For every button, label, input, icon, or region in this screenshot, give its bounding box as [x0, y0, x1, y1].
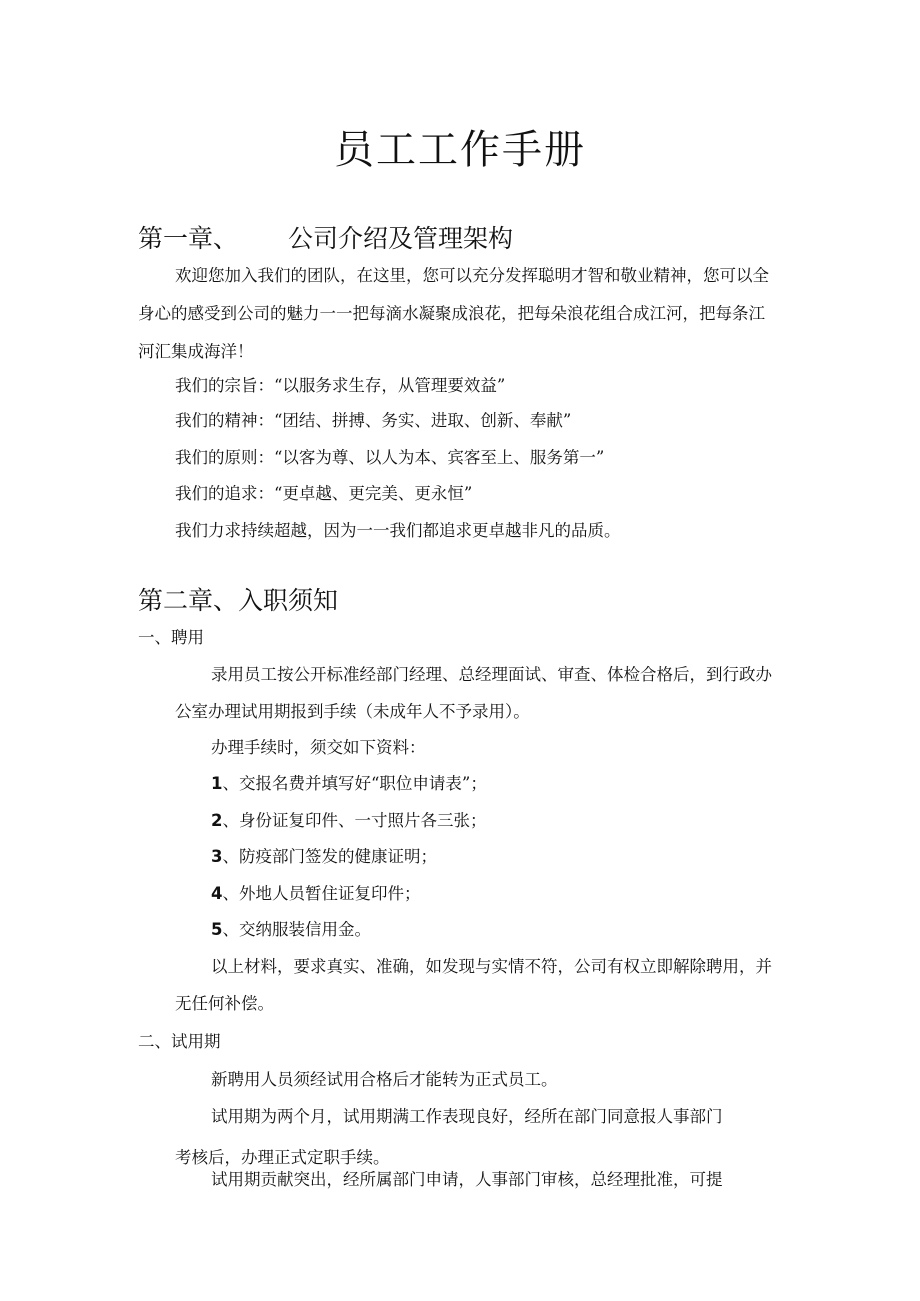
list-item	[211, 813, 486, 830]
intro-line-3: 河汇集成海洋！	[138, 342, 254, 361]
list-item-text: 、防疫部门签发的健康证明；	[222, 847, 437, 866]
list-item-number: 3	[211, 847, 223, 866]
chapter-1-heading	[138, 226, 513, 251]
chapter-1-number: 第一章、	[138, 224, 239, 253]
probation-para-3: 试用期贡献突出，经所属部门申请，人事部门审核，总经理批准，可提	[211, 1170, 723, 1189]
probation-para-2-line-1: 试用期为两个月，试用期满工作表现良好，经所在部门同意报人事部门	[211, 1107, 723, 1126]
list-item	[211, 776, 487, 793]
intro-line-1: 欢迎您加入我们的团队，在这里，您可以充分发挥聪明才智和敬业精神，您可以全	[175, 266, 769, 285]
company-pursuit: 我们的追求：“更卓越、更完美、更永恒”	[175, 484, 473, 503]
hiring-para-line-2: 公室办理试用期报到手续（未成年人不予录用）。	[175, 702, 530, 721]
chapter-1-title: 公司介绍及管理架构	[288, 224, 514, 253]
docs-intro: 办理手续时，须交如下资料：	[211, 738, 426, 757]
chapter-2-heading: 第二章、入职须知	[138, 586, 339, 615]
probation-para-2-line-2: 考核后，办理正式定职手续。	[175, 1148, 390, 1167]
list-item-number: 1	[211, 774, 223, 793]
list-item	[211, 849, 437, 866]
list-item-text: 、身份证复印件、一寸照片各三张；	[222, 811, 487, 830]
list-item-text: 、交纳服装信用金。	[222, 920, 371, 939]
note-line-1: 以上材料，要求真实、准确，如发现与实情不符，公司有权立即解除聘用，并	[211, 957, 772, 976]
list-item-number: 5	[211, 920, 223, 939]
list-item	[211, 886, 420, 903]
section-probation-heading: 二、试用期	[138, 1032, 221, 1051]
document-title: 员工工作手册	[334, 127, 586, 173]
section-hiring-heading: 一、聘用	[138, 628, 204, 647]
list-item-number: 4	[211, 884, 223, 903]
note-line-2: 无任何补偿。	[175, 994, 274, 1013]
intro-line-2: 身心的感受到公司的魅力一一把每滴水凝聚成浪花，把每朵浪花组合成江河，把每条江	[138, 304, 765, 323]
list-item-text: 、交报名费并填写好“职位申请表”；	[222, 774, 487, 793]
company-spirit: 我们的精神：“团结、拼搏、务实、进取、创新、奉献”	[175, 411, 572, 430]
company-principle: 我们的原则：“以客为尊、以人为本、宾客至上、服务第一”	[175, 448, 605, 467]
probation-para-1: 新聘用人员须经试用合格后才能转为正式员工。	[211, 1070, 558, 1089]
list-item	[211, 922, 371, 939]
company-purpose: 我们的宗旨：“以服务求生存，从管理要效益”	[175, 376, 506, 395]
company-closing: 我们力求持续超越，因为一一我们都追求更卓越非凡的品质。	[175, 521, 621, 540]
list-item-text: 、外地人员暂住证复印件；	[222, 884, 421, 903]
list-item-number: 2	[211, 811, 223, 830]
hiring-para-line-1: 录用员工按公开标准经部门经理、总经理面试、审查、体检合格后，到行政办	[211, 665, 772, 684]
